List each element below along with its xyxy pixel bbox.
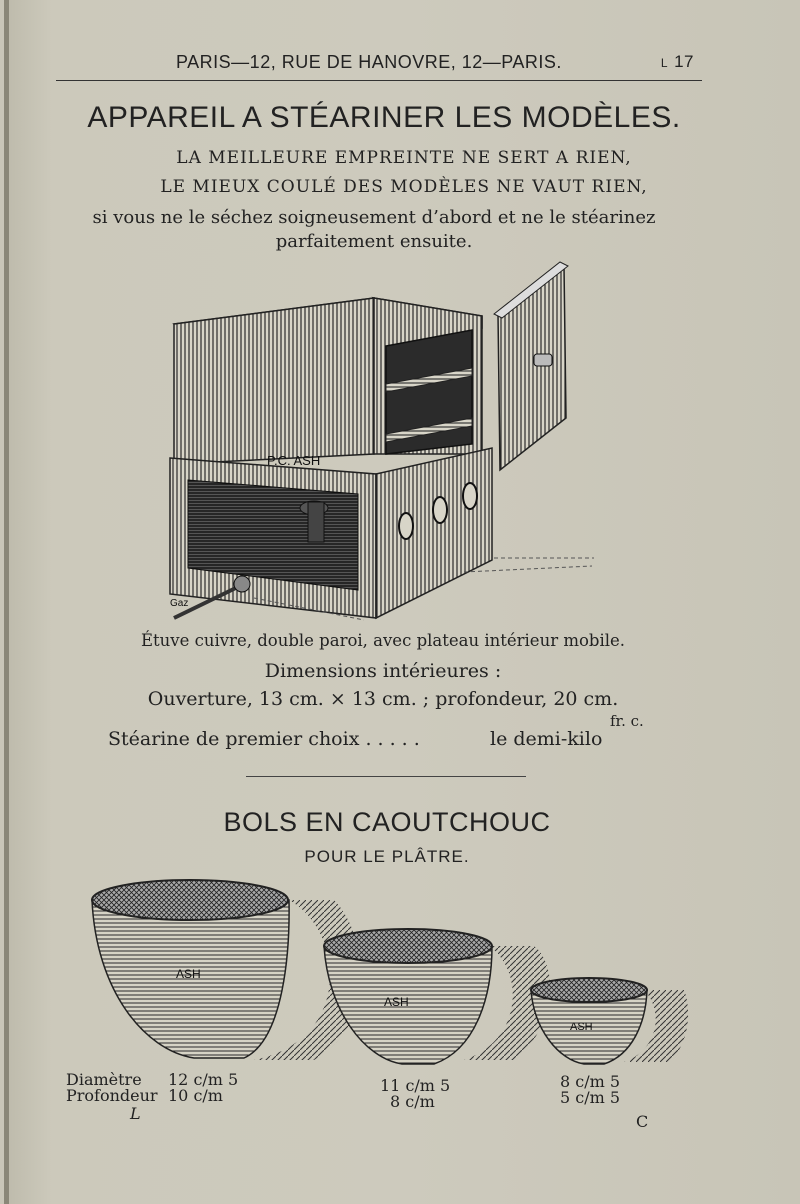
section1-line4: parfaitement ensuite. (275, 231, 473, 252)
section-separator (246, 776, 526, 777)
section2-subtitle: POUR LE PLÂTRE. (304, 847, 470, 866)
section1-title: APPAREIL A STÉARINER LES MODÈLES. (87, 101, 681, 134)
bowls-illustration (84, 870, 704, 1070)
bowl-label-small: ASH (570, 1021, 593, 1033)
bowl-large (92, 880, 289, 1058)
header-address: PARIS—12, RUE DE HANOVRE, 12—PARIS. (176, 52, 562, 72)
dimensions-values: Ouverture, 13 cm. × 13 cm. ; profondeur, 20 cm. (147, 688, 619, 710)
bowl1-depth: 10 c/m (168, 1086, 223, 1105)
dimensions-heading: Dimensions intérieures : (264, 660, 502, 682)
stearine-unit: le demi-kilo (490, 728, 603, 750)
price-units: fr. c. (610, 712, 644, 730)
stove-illustration (164, 258, 604, 628)
page-number (661, 52, 694, 72)
page-number-value: 17 (674, 52, 694, 71)
catalog-page (4, 0, 800, 1204)
bowl3-diameter: 8 c/m 5 (560, 1072, 621, 1091)
running-header (64, 52, 694, 76)
bowl2-depth: 8 c/m (390, 1092, 435, 1111)
bowl-label-large: ASH (176, 967, 201, 981)
stearine-label: Stéarine de premier choix . . . . . (108, 728, 420, 750)
section1-line3: si vous ne le séchez soigneusement d’abord et ne le stéarinez (92, 207, 656, 228)
bowl-medium (324, 929, 492, 1064)
bowl-label-medium: ASH (384, 995, 409, 1009)
row-label-diameter: Diamètre (66, 1070, 142, 1089)
section2-title: BOLS EN CAOUTCHOUC (223, 807, 551, 837)
bowl3-letter: C (636, 1112, 649, 1131)
header-rule (56, 80, 702, 81)
section1-line1: LA MEILLEURE EMPREINTE NE SERT A RIEN, (176, 148, 632, 168)
stove-maker-label: P.C. ASH (267, 453, 321, 468)
bowl-small (531, 978, 647, 1064)
bowl2-diameter: 11 c/m 5 (380, 1076, 451, 1095)
stove-caption: Étuve cuivre, double paroi, avec plateau intérieur mobile. (140, 631, 626, 650)
row-label-depth: Profondeur (66, 1086, 158, 1105)
section1-line2: LE MIEUX COULÉ DES MODÈLES NE VAUT RIEN, (160, 177, 648, 197)
page-letter: L (660, 56, 669, 70)
bowl1-diameter: 12 c/m 5 (168, 1070, 239, 1089)
gas-label: Gaz (170, 598, 189, 609)
bowl3-depth: 5 c/m 5 (560, 1088, 621, 1107)
bowl1-letter: L (130, 1104, 141, 1123)
